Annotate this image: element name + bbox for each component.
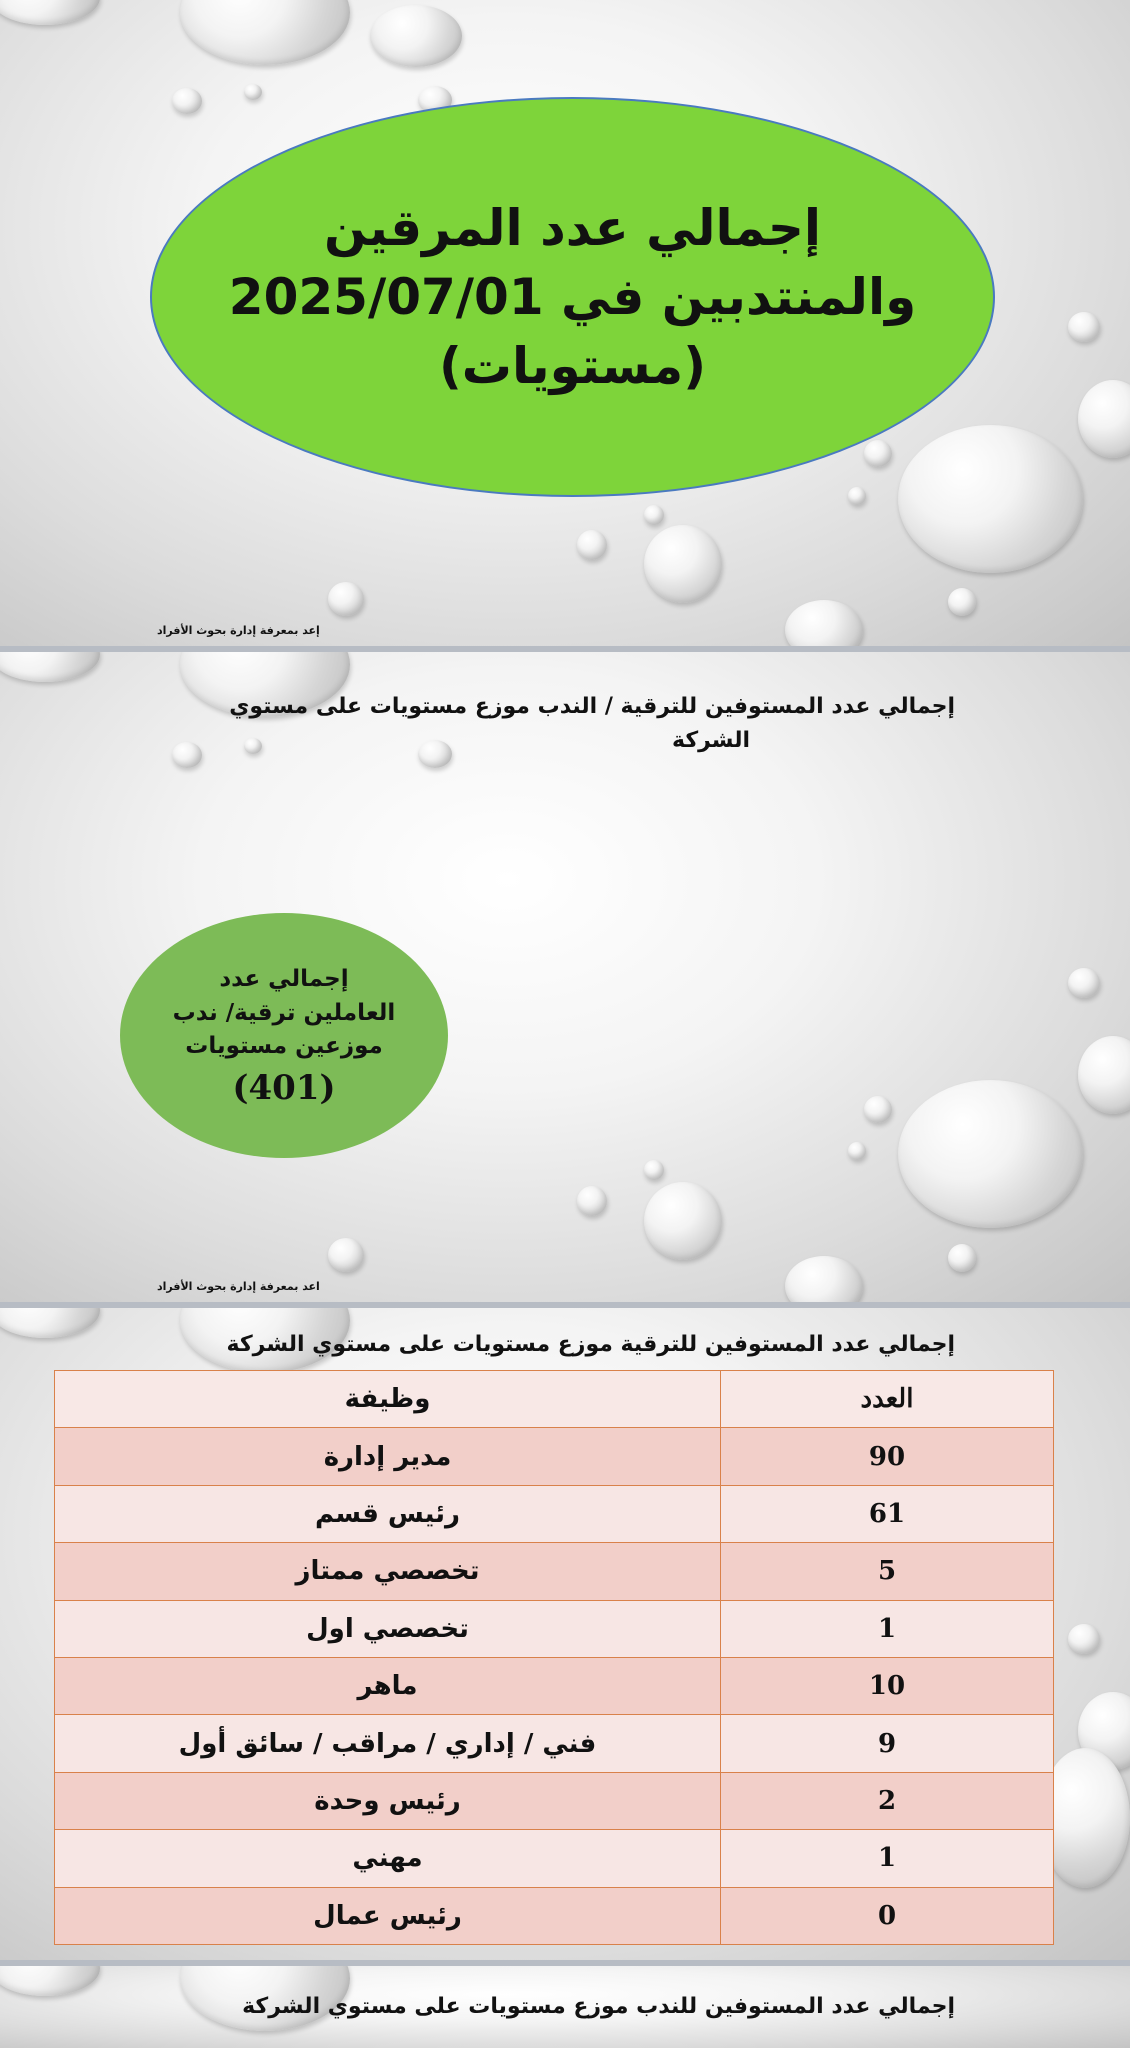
total-oval	[120, 913, 448, 1158]
row-count: 9	[721, 1715, 1054, 1772]
water-drop	[644, 1160, 664, 1180]
table-row	[55, 1485, 1054, 1542]
water-drop	[180, 0, 350, 65]
water-drop	[1068, 968, 1100, 998]
footnote: اعد بمعرفة إدارة بحوث الأفراد	[157, 1280, 320, 1293]
water-drop	[328, 1238, 364, 1272]
water-drop	[1078, 380, 1130, 458]
water-drop	[370, 5, 462, 67]
water-drop	[328, 582, 364, 616]
table-row	[55, 1715, 1054, 1772]
table-row	[55, 1887, 1054, 1944]
row-job: تخصصي اول	[55, 1600, 721, 1657]
row-count: 1	[721, 1600, 1054, 1657]
row-count: 0	[721, 1887, 1054, 1944]
table-header-row	[55, 1371, 1054, 1428]
water-drop	[785, 1256, 863, 1302]
slide-heading: إجمالي عدد المستوفين للترقية موزع مستويات على مستوي الشركة	[226, 1332, 955, 1357]
header-count: العدد	[721, 1371, 1054, 1428]
row-count: 10	[721, 1657, 1054, 1714]
water-drop	[0, 1308, 100, 1338]
water-drop	[848, 1142, 866, 1160]
slide-heading: إجمالي عدد المستوفين للندب موزع مستويات على مستوي الشركة	[242, 1994, 955, 2019]
row-job: رئيس قسم	[55, 1485, 721, 1542]
title-oval	[150, 97, 995, 497]
row-count: 61	[721, 1485, 1054, 1542]
table-row	[55, 1830, 1054, 1887]
title-line-3: (مستويات)	[438, 336, 707, 395]
water-drop	[577, 530, 607, 560]
water-drop	[244, 84, 262, 100]
footnote: إعد بمعرفة إدارة بحوث الأفراد	[157, 624, 320, 637]
row-job: مهني	[55, 1830, 721, 1887]
header-job: وظيفة	[55, 1371, 721, 1428]
slide-title-page	[0, 0, 1130, 646]
row-job: رئيس وحدة	[55, 1772, 721, 1829]
water-drop	[785, 600, 863, 646]
water-drop	[644, 525, 722, 603]
water-drop	[848, 487, 866, 505]
row-count: 5	[721, 1543, 1054, 1600]
water-drop	[864, 1096, 892, 1123]
water-drop	[172, 88, 202, 114]
water-drop	[898, 1080, 1083, 1228]
row-job: تخصصي ممتاز	[55, 1543, 721, 1600]
total-count: (401)	[232, 1067, 336, 1108]
water-drop	[1068, 1624, 1100, 1654]
slide-heading-line-1: إجمالي عدد المستوفين للترقية / الندب موزع مستويات على مستوي	[229, 694, 955, 719]
water-drop	[948, 1244, 976, 1272]
water-drop	[1068, 312, 1100, 342]
water-drop	[864, 440, 892, 467]
water-drop	[0, 652, 100, 682]
water-drop	[577, 1186, 607, 1216]
table-row	[55, 1543, 1054, 1600]
row-count: 90	[721, 1428, 1054, 1485]
water-drop	[898, 425, 1083, 573]
title-line-2: والمنتدبين في 2025/07/01	[228, 267, 917, 326]
oval-line-3: موزعين مستويات	[185, 1033, 383, 1060]
water-drop	[948, 588, 976, 616]
title-line-1: إجمالي عدد المرقين	[323, 198, 822, 257]
water-drop	[644, 1182, 722, 1260]
table-row	[55, 1772, 1054, 1829]
table-row	[55, 1600, 1054, 1657]
slide-secondment-table	[0, 1966, 1130, 2048]
row-job: ماهر	[55, 1657, 721, 1714]
row-count: 1	[721, 1830, 1054, 1887]
row-job: فني / إداري / مراقب / سائق أول	[55, 1715, 721, 1772]
table-row	[55, 1428, 1054, 1485]
levels-table	[54, 1370, 1054, 1945]
slide-heading-line-2: الشركة	[671, 728, 750, 754]
row-job: رئيس عمال	[55, 1887, 721, 1944]
water-drop	[0, 0, 100, 25]
row-job: مدير إدارة	[55, 1428, 721, 1485]
slide-heading	[135, 690, 955, 758]
oval-line-1: إجمالي عدد	[219, 966, 349, 993]
water-drop	[644, 505, 664, 525]
table-row	[55, 1657, 1054, 1714]
water-drop	[0, 1966, 100, 1996]
water-drop	[1078, 1036, 1130, 1114]
oval-line-2: العاملين ترقية/ ندب	[172, 999, 396, 1026]
row-count: 2	[721, 1772, 1054, 1829]
